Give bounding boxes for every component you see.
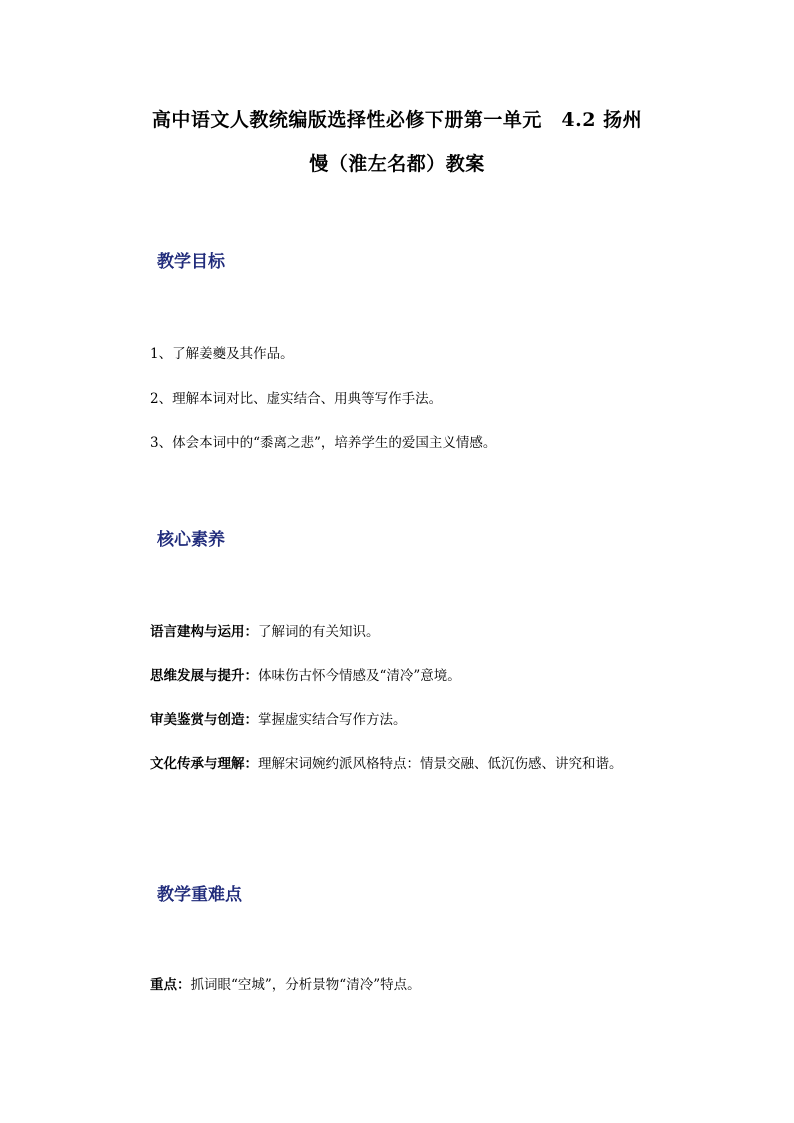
goal-item-1: 1、了解姜夔及其作品。 [150,346,294,362]
core-item-4-label: 文化传承与理解： [150,756,258,772]
key-item-1-text: 抓词眼“空城”，分析景物“清冷”特点。 [190,977,421,993]
section-heading-core: 核心素养 [157,530,225,550]
core-item-3-text: 掌握虚实结合写作方法。 [258,712,407,728]
section-heading-goals: 教学目标 [157,252,225,272]
key-item-1-label: 重点： [150,977,191,993]
goal-item-2: 2、理解本词对比、虚实结合、用典等写作手法。 [150,391,443,407]
section-heading-key: 教学重难点 [157,885,242,905]
core-item-1-text: 了解词的有关知识。 [258,624,380,640]
key-item-1 [150,975,680,995]
title-line-2: 慢（淮左名都）教案 [309,153,485,175]
core-item-2-text: 体味伤古怀今情感及“清冷”意境。 [258,668,461,684]
core-item-2-label: 思维发展与提升： [150,668,258,684]
core-item-1 [150,622,680,642]
title-line-1: 高中语文人教统编版选择性必修下册第一单元 4.2 扬州 [151,109,643,131]
core-item-3 [150,710,680,730]
core-item-4 [118,749,680,779]
core-item-2 [150,666,680,686]
goal-item-3: 3、体会本词中的“黍离之悲”，培养学生的爱国主义情感。 [150,435,497,451]
core-item-1-label: 语言建构与运用： [150,624,258,640]
core-item-4-text: 理解宋词婉约派风格特点：情景交融、低沉伤感、讲究和谐。 [258,756,623,772]
document-title [120,98,674,186]
core-item-3-label: 审美鉴赏与创造： [150,712,258,728]
